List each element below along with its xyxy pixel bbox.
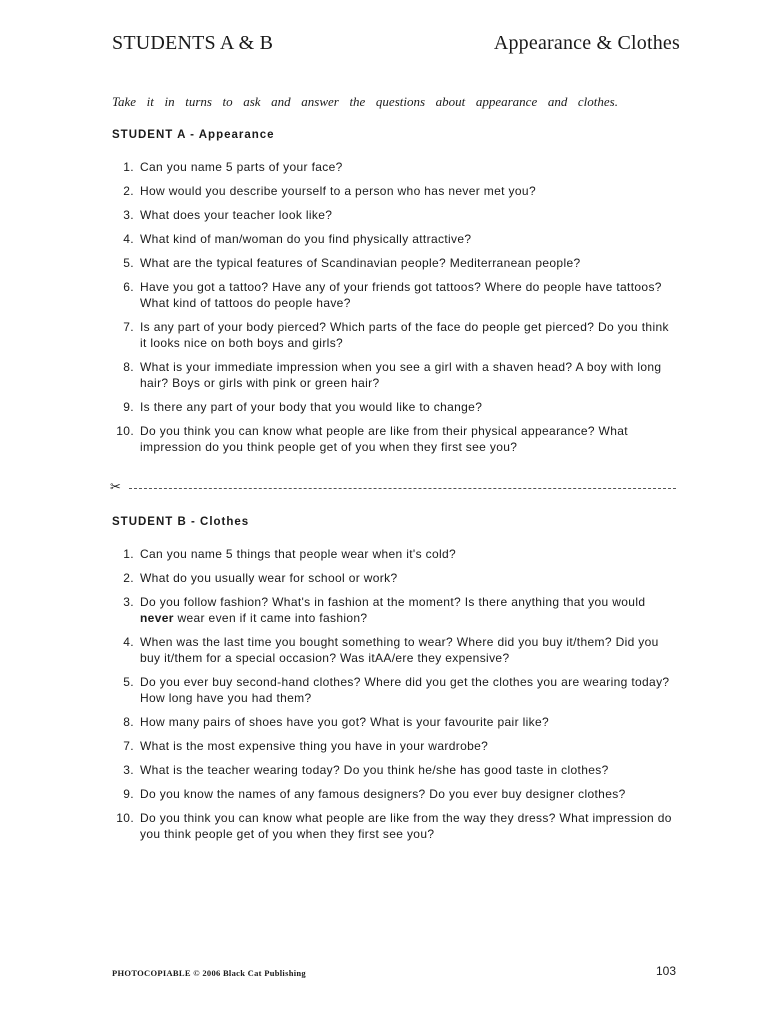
question-text: Do you know the names of any famous designers? Do you ever buy designer clothes? — [140, 787, 626, 801]
list-item — [112, 279, 678, 311]
list-item — [112, 546, 678, 562]
question-text: What are the typical features of Scandinavian people? Mediterranean people? — [140, 256, 581, 270]
dashed-divider — [129, 488, 676, 489]
question-text: How would you describe yourself to a person who has never met you? — [140, 184, 536, 198]
list-item — [112, 159, 678, 175]
section-b-title: STUDENT B - Clothes — [112, 516, 250, 528]
question-number: 7. — [123, 739, 134, 753]
list-item — [112, 786, 678, 802]
list-item — [112, 207, 678, 223]
question-text: How many pairs of shoes have you got? What is your favourite pair like? — [140, 715, 550, 729]
question-number: 3. — [123, 763, 134, 777]
question-number: 4. — [123, 635, 134, 649]
list-item — [112, 594, 678, 626]
question-number: 5. — [123, 256, 134, 270]
question-number: 8. — [123, 360, 134, 374]
question-text: Is there any part of your body that you would like to change? — [140, 400, 483, 414]
question-text: What is your immediate impression when you see a girl with a shaven head? A boy with long hair? Boys or girls with pink or green hair? — [140, 360, 662, 390]
question-number: 4. — [123, 232, 134, 246]
list-item — [112, 634, 678, 666]
question-text: What kind of man/woman do you find physically attractive? — [140, 232, 472, 246]
question-number: 9. — [123, 787, 134, 801]
question-number: 6. — [123, 280, 134, 294]
header-left-title: STUDENTS A & B — [112, 32, 274, 54]
question-number: 9. — [123, 400, 134, 414]
question-text: Do you ever buy second-hand clothes? Where did you get the clothes you are wearing today? How long have you had them? — [140, 675, 670, 705]
footer-copyright: PHOTOCOPIABLE © 2006 Black Cat Publishing — [112, 968, 306, 978]
list-item — [112, 738, 678, 754]
section-student-a — [112, 129, 678, 463]
question-text: Can you name 5 things that people wear when it's cold? — [140, 547, 457, 561]
question-text-part: Do you follow fashion? What's in fashion at the moment? Is there anything that you would — [140, 595, 646, 609]
list-item — [112, 319, 678, 351]
list-item — [112, 423, 678, 455]
question-text: What do you usually wear for school or work? — [140, 571, 398, 585]
list-item — [112, 399, 678, 415]
list-item — [112, 570, 678, 586]
section-student-b — [112, 516, 678, 850]
question-number: 3. — [123, 595, 134, 609]
list-item — [112, 810, 678, 842]
question-text: Is any part of your body pierced? Which parts of the face do people get pierced? Do you think it looks nice on both boys and girls? — [140, 320, 669, 350]
list-item — [112, 183, 678, 199]
question-number: 2. — [123, 184, 134, 198]
question-number: 8. — [123, 715, 134, 729]
question-text: What is the most expensive thing you have in your wardrobe? — [140, 739, 489, 753]
question-text: Have you got a tattoo? Have any of your friends got tattoos? Where do people have tattoos? What kind of tattoos do people have? — [140, 280, 662, 310]
question-number: 7. — [123, 320, 134, 334]
question-number: 10. — [116, 811, 134, 825]
question-number: 2. — [123, 571, 134, 585]
list-item — [112, 714, 678, 730]
question-text: Do you think you can know what people are like from their physical appearance? What impression do you think people get of you when they first see you? — [140, 424, 628, 454]
list-item — [112, 762, 678, 778]
header-right-title: Appearance & Clothes — [493, 32, 680, 54]
list-item — [112, 255, 678, 271]
list-item — [112, 674, 678, 706]
question-number: 1. — [123, 547, 134, 561]
question-text: What does your teacher look like? — [140, 208, 333, 222]
scissors-icon: ✂ — [110, 480, 121, 495]
emphasis-never: never — [140, 611, 174, 625]
question-number: 1. — [123, 160, 134, 174]
question-number: 5. — [123, 675, 134, 689]
instructions: Take it in turns to ask and answer the questions about appearance and clothes. — [112, 94, 618, 109]
question-text: When was the last time you bought something to wear? Where did you buy it/them? Did you buy it/them for a special occasion? Was itAA/ere they expensive? — [140, 635, 659, 665]
question-number: 3. — [123, 208, 134, 222]
question-list-b — [112, 546, 678, 842]
page-header — [112, 32, 680, 55]
page-number: 103 — [655, 964, 676, 978]
section-a-title: STUDENT A - Appearance — [112, 129, 275, 141]
question-text: What is the teacher wearing today? Do you think he/she has good taste in clothes? — [140, 763, 609, 777]
question-text — [140, 594, 678, 626]
question-text: Can you name 5 parts of your face? — [140, 160, 343, 174]
list-item — [112, 359, 678, 391]
question-text-part: wear even if it came into fashion? — [173, 611, 368, 625]
question-number: 10. — [116, 424, 134, 438]
cut-line — [110, 481, 676, 494]
question-text: Do you think you can know what people are like from the way they dress? What impression do you think people get of you when they first see you? — [140, 811, 672, 841]
question-list-a — [112, 159, 678, 455]
list-item — [112, 231, 678, 247]
